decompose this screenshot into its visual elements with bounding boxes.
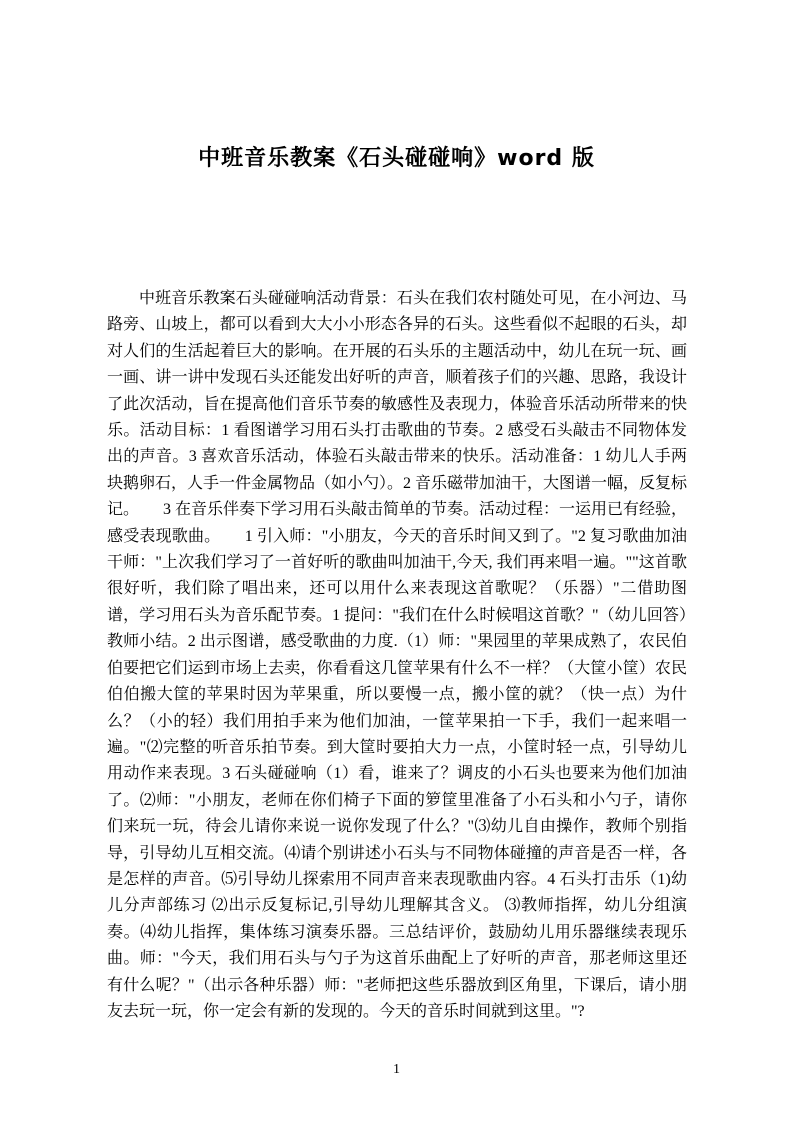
page-number: 1 [393, 1062, 400, 1077]
page-title: 中班音乐教案《石头碰碰响》word 版 [198, 146, 595, 171]
document-body-paragraph: 中班音乐教案石头碰碰响活动背景：石头在我们农村随处可见，在小河边、马路旁、山坡上，都可以看到大大小小形态各异的石头。这些看似不起眼的石头，却对人们的生活起着巨大的影响。在开展的石头乐的主题活动中，幼儿在玩一玩、画一画、讲一讲中发现石头还能发出好听的声音，顺着孩子们的兴趣、思路，我设计了此次活动，旨在提高他们音乐节奏的敏感性及表现力，体验音乐活动所带来的快乐。活动目标：1 看图谱学习用石头打击歌曲的节奏。2 感受石头敲击不同物体发出的声音。3 喜欢音乐活动，体验石头敲击带来的快乐。活动准备：1 幼儿人手两块鹅卵石，人手一件金属物品（如小勺）。2 音乐磁带加油干，大图谱一幅，反复标记。 3 在音乐伴奏下学习用石头敲击简单的节奏。活动过程：一运用已有经验，感受表现歌曲。 1 引入师："小朋友，今天的音乐时间又到了。"2 复习歌曲加油干师："上次我们学习了一首好听的歌曲叫加油干,今天, 我们再来唱一遍。""这首歌很好听，我们除了唱出来，还可以用什么来表现这首歌呢？（乐器）"二借助图谱，学习用石头为音乐配节奏。1 提问："我们在什么时候唱这首歌？"（幼儿回答）教师小结。2 出示图谱，感受歌曲的力度.（1）师："果园里的苹果成熟了，农民伯伯要把它们运到市场上去卖，你看看这几筐苹果有什么不一样？（大筐小筐）农民伯伯搬大筐的苹果时因为苹果重，所以要慢一点，搬小筐的就？（快一点）为什么？（小的轻）我们用拍手来为他们加油，一筐苹果拍一下手，我们一起来唱一遍。"⑵完整的听音乐拍节奏。到大筐时要拍大力一点，小筐时轻一点，引导幼儿用动作来表现。3 石头碰碰响（1）看，谁来了？调皮的小石头也要来为他们加油了。⑵师："小朋友，老师在你们椅子下面的箩筐里准备了小石头和小勺子，请你们来玩一玩，待会儿请你来说一说你发现了什么？"⑶幼儿自由操作，教师个别指导，引导幼儿互相交流。⑷请个别讲述小石头与不同物体碰撞的声音是否一样，各是怎样的声音。⑸引导幼儿探索用不同声音来表现歌曲内容。4 石头打击乐（1)幼儿分声部练习 ⑵出示反复标记,引导幼儿理解其含义。 ⑶教师指挥，幼儿分组演奏。⑷幼儿指挥，集体练习演奏乐器。三总结评价，鼓励幼儿用乐器继续表现乐曲。师："今天，我们用石头与勺子为这首乐曲配上了好听的声音，那老师这里还有什么呢？"（出示各种乐器）师："老师把这些乐器放到区角里，下课后，请小朋友去玩一玩，你一定会有新的发现的。今天的音乐时间就到这里。"? [107, 290, 688, 1020]
